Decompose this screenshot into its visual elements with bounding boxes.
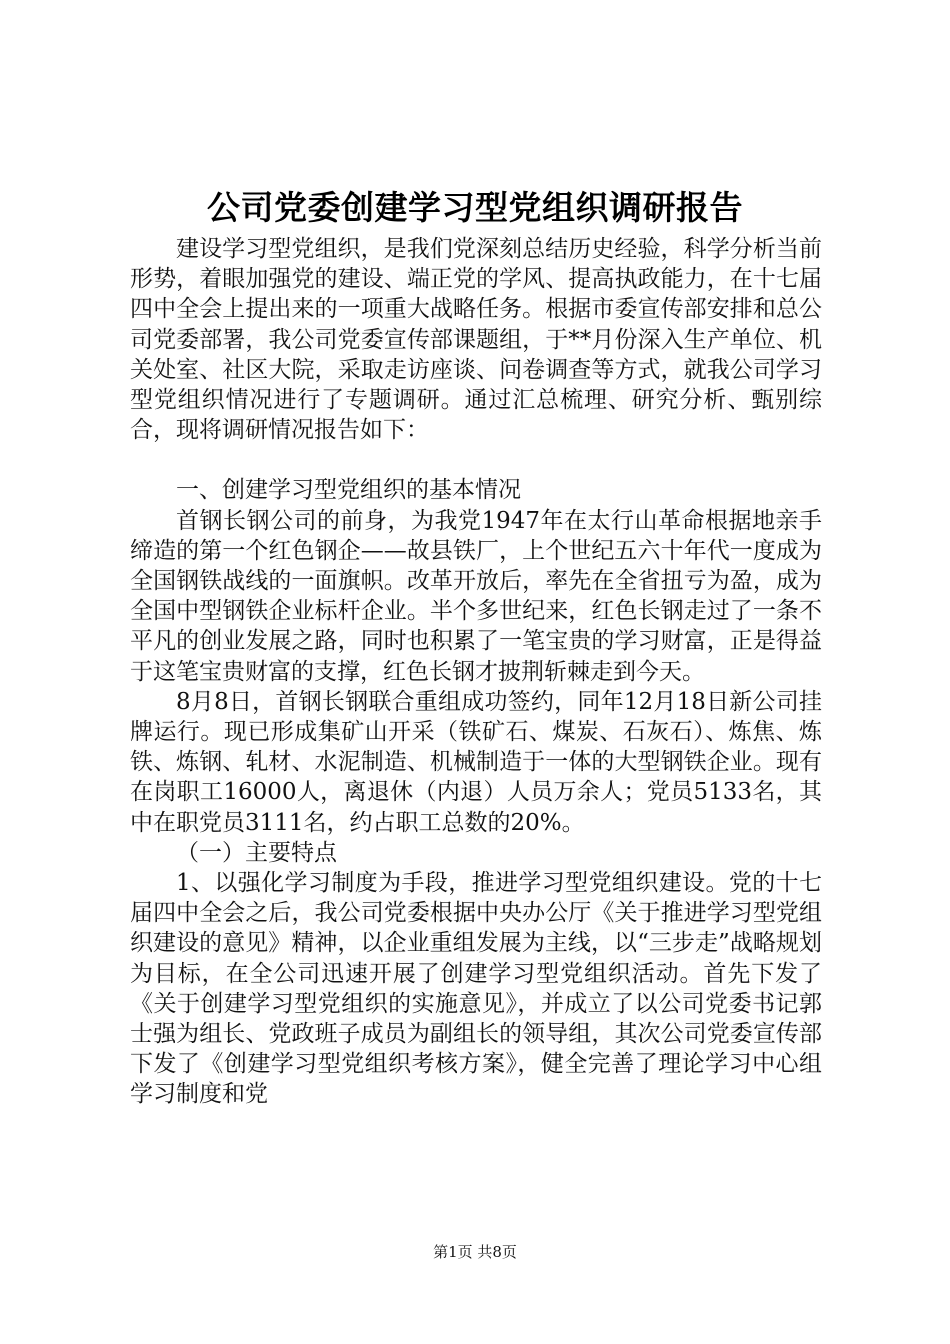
paragraph-intro: 建设学习型党组织，是我们党深刻总结历史经验，科学分析当前形势，着眼加强党的建设、端正党的学风、提高执政能力，在十七届四中全会上提出来的一项重大战略任务。根据市委宣传部安排和总公司党委部署，我公司党委宣传部课题组，于**月份深入生产单位、机关处室、社区大院，采取走访座谈、问卷调查等方式，就我公司学习型党组织情况进行了专题调研。通过汇总梳理、研究分析、甄别综合，现将调研情况报告如下： (130, 236, 822, 444)
paragraph-history: 首钢长钢公司的前身，为我党1947年在太行山革命根据地亲手缔造的第一个红色钢企——故县铁厂，上个世纪五六十年代一度成为全国钢铁战线的一面旗帜。改革开放后，率先在全省扭亏为盈，成为全国中型钢铁企业标杆企业。半个多世纪来，红色长钢走过了一条不平凡的创业发展之路，同时也积累了一笔宝贵的学习财富，正是得益于这笔宝贵财富的支撑，红色长钢才披荆斩棘走到今天。 (130, 507, 822, 685)
section-heading-basic-situation: 一、创建学习型党组织的基本情况 (176, 477, 521, 504)
document-title: 公司党委创建学习型党组织调研报告 (207, 188, 743, 227)
paragraph-merger: 8月8日，首钢长钢联合重组成功签约，同年12月18日新公司挂牌运行。现已形成集矿山开采（铁矿石、煤炭、石灰石）、炼焦、炼铁、炼钢、轧材、水泥制造、机械制造于一体的大型钢铁企业。现有在岗职工16000人，离退休（内退）人员万余人；党员5133名，其中在职党员3111名，约占职工总数的20%。 (130, 688, 822, 836)
paragraph-point-1: 1、以强化学习制度为手段，推进学习型党组织建设。党的十七届四中全会之后，我公司党委根据中央办公厅《关于推进学习型党组织建设的意见》精神，以企业重组发展为主线，以“三步走”战略规划为目标，在全公司迅速开展了创建学习型党组织活动。首先下发了《关于创建学习型党组织的实施意见》，并成立了以公司党委书记郭士强为组长、党政班子成员为副组长的领导组，其次公司党委宣传部下发了《创建学习型党组织考核方案》，健全完善了理论学习中心组学习制度和党 (130, 870, 822, 1108)
subsection-heading-main-features: （一）主要特点 (176, 839, 337, 866)
page-number-footer: 第1页 共8页 (433, 1243, 517, 1261)
document-body (130, 234, 822, 1110)
